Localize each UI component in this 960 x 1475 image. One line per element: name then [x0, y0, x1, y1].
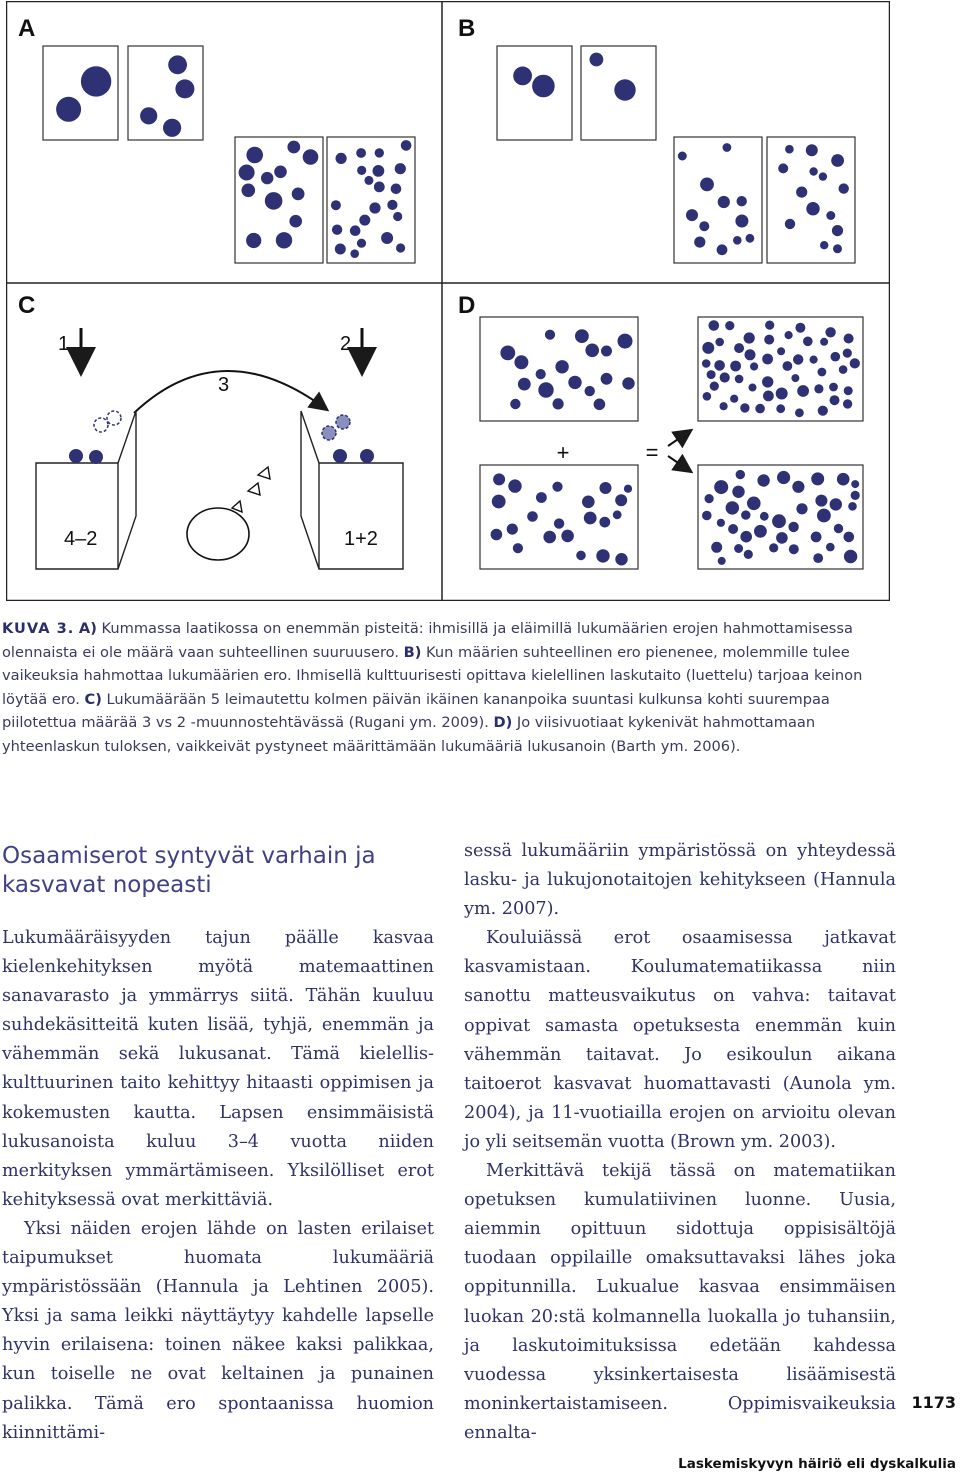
moving-dot-outline [107, 411, 121, 425]
dot [792, 481, 804, 493]
dot [820, 241, 828, 249]
dot [764, 335, 774, 345]
dot [730, 395, 738, 403]
chick-step [248, 483, 260, 495]
dot [720, 372, 730, 382]
dot [834, 524, 843, 533]
dot [333, 449, 347, 463]
dot [303, 149, 319, 165]
dot [726, 501, 739, 514]
step-label-2: 2 [340, 333, 352, 355]
dot [795, 323, 805, 333]
dot [536, 369, 546, 379]
dot [395, 163, 406, 174]
dot [710, 382, 719, 391]
dot [844, 550, 857, 563]
dot [510, 399, 520, 409]
dot [797, 385, 809, 397]
dot [832, 225, 843, 236]
dot [700, 178, 714, 192]
step-label-1: 1 [58, 333, 70, 355]
dot [707, 370, 716, 379]
dot [702, 511, 712, 521]
dot [717, 519, 725, 527]
dot [552, 482, 562, 492]
dot [749, 384, 757, 392]
dot [819, 172, 827, 180]
dot [718, 196, 730, 208]
dot-group [239, 141, 319, 249]
dot [850, 358, 860, 368]
dot [594, 399, 606, 411]
dot-group [778, 144, 849, 253]
dot [364, 176, 373, 185]
dot [393, 212, 402, 221]
dot [600, 482, 612, 494]
paragraph: Merkittävä tekijä tässä on matematiikan opetuksen kumulatiivinen luonne. Uusia, aiemmin opittuun sidottuja oppisisältöjä tuodaan oppilaille omaksuttavaksi lähes joka oppitunnilla. Lukualue kasvaa ensimmäisen luokan 20:stä kolmannella luokalla jo tuhansiin, ja laskutoimituksissa edetään kahdessa vuodessa yksinkertaisesta lisäämisestä moninkertaistamiseen. Oppimisvaikeuksia ennalta- [464, 1161, 896, 1443]
dot [336, 153, 347, 164]
dot [615, 494, 627, 506]
page-number: 1173 [911, 1393, 956, 1412]
dot [331, 200, 341, 210]
dot [265, 192, 283, 210]
dot [783, 361, 793, 371]
dot [359, 215, 370, 226]
dot [622, 377, 634, 389]
dot [705, 494, 714, 503]
caption-text-c: Lukumäärään 5 leimautettu kolmen päivän ikäinen kananpoika suuntasi kulkunsa kohti suurempaa piilotettua määrää 3 vs 2 -muunnostehtävässä (Rugani ym. 2009). [2, 690, 830, 732]
dot [776, 388, 788, 400]
dot [613, 510, 622, 519]
dot [831, 154, 844, 167]
dot [851, 491, 860, 500]
dot [500, 346, 515, 361]
box-label-right: 1+2 [344, 528, 378, 550]
dot [599, 517, 610, 528]
caption-text-d: Jo viisivuotiaat kykenivät hahmottamaan yhteenlaskun tuloksen, vaikkeivät pystyneet määrittämään lukumääriä lukusanoin (Barth ym. 2006). [2, 714, 816, 755]
dot [375, 148, 384, 157]
caption-key-d: D) [493, 714, 513, 732]
dot [350, 225, 361, 236]
step-label-3: 3 [218, 374, 230, 396]
dot [826, 211, 835, 220]
dot [717, 244, 728, 255]
dot [538, 382, 553, 397]
dot [69, 449, 83, 463]
dot [830, 498, 842, 510]
moving-dot-outline [94, 418, 108, 432]
panel-label-a: A [18, 15, 36, 42]
dot [508, 479, 521, 492]
dot [736, 470, 745, 479]
dot [788, 522, 798, 532]
dot [744, 332, 755, 343]
dot [332, 225, 342, 235]
dot [757, 474, 769, 486]
dot [793, 354, 803, 364]
dot-group [590, 53, 636, 101]
caption-label: KUVA 3. [2, 620, 75, 637]
panel-d [480, 317, 863, 569]
dot [246, 233, 261, 248]
dot [615, 553, 627, 565]
dot [686, 209, 698, 221]
dot [601, 346, 612, 357]
dot [762, 354, 773, 365]
choice-arrow-down [668, 456, 690, 471]
dot [714, 360, 725, 371]
dot [839, 365, 848, 374]
dot [747, 497, 761, 511]
dot [818, 406, 828, 416]
dot [763, 391, 774, 402]
dot [350, 249, 359, 258]
dot [754, 525, 767, 538]
dot [242, 184, 256, 198]
panel-c [36, 328, 403, 569]
dot-group [702, 470, 860, 565]
dot [554, 518, 564, 528]
dot-group [331, 140, 412, 258]
dot [711, 542, 722, 553]
dot [741, 510, 750, 519]
dot [843, 349, 852, 358]
dot [789, 544, 799, 554]
dot [163, 119, 181, 137]
dot [292, 188, 305, 201]
dot [772, 514, 786, 528]
dot [624, 485, 632, 493]
dot [844, 532, 855, 543]
dot [536, 492, 547, 503]
dot [745, 349, 756, 360]
dot-group [678, 143, 755, 255]
figure-panels [6, 1, 890, 601]
dot [720, 402, 728, 410]
dot [274, 166, 287, 179]
choice-arrow-up [668, 431, 690, 446]
dot [776, 532, 788, 544]
dot [381, 232, 393, 244]
plus-sign: + [556, 440, 570, 465]
dot [543, 531, 556, 544]
dot [839, 183, 849, 193]
dot [585, 344, 599, 358]
chick-body [187, 508, 249, 560]
dot [848, 502, 857, 511]
box-label-left: 4–2 [64, 528, 98, 550]
dot [553, 398, 564, 409]
dot [813, 553, 823, 563]
dot [513, 543, 523, 553]
dot [765, 321, 774, 330]
dot [357, 166, 366, 175]
dot [777, 347, 785, 355]
transfer-arrow [134, 371, 326, 413]
dot [545, 330, 555, 340]
dot [833, 244, 842, 253]
dot [811, 532, 822, 543]
dot [561, 530, 574, 543]
dot [89, 450, 103, 464]
dot [590, 53, 604, 67]
dot [585, 386, 595, 396]
dot [825, 327, 835, 337]
panel-a [43, 46, 415, 263]
dot [796, 187, 807, 198]
dot [391, 184, 402, 195]
dot [618, 334, 633, 349]
dot [762, 376, 773, 387]
body-column-left [2, 924, 434, 1448]
dot [755, 404, 765, 414]
dot [373, 165, 385, 177]
dot [785, 331, 793, 339]
section-heading: Osaamiserot syntyvät varhain ja kasvavat nopeasti [2, 843, 376, 898]
dot [837, 473, 850, 486]
dot [750, 362, 758, 370]
dot [246, 147, 263, 164]
chick-beak [232, 501, 242, 512]
dot [555, 360, 568, 373]
dot [844, 334, 854, 344]
dot [527, 511, 538, 522]
dot [843, 399, 852, 408]
dot [791, 374, 799, 382]
dot [732, 486, 744, 498]
dot [744, 550, 753, 559]
dot [575, 329, 589, 343]
dot [814, 384, 823, 393]
dot [714, 480, 728, 494]
dot [829, 383, 838, 392]
dot [513, 67, 532, 86]
dot-group [491, 473, 633, 565]
dot [168, 55, 187, 74]
caption-key-c: C) [84, 690, 102, 708]
dot [582, 496, 595, 509]
dot [740, 403, 749, 412]
dot [809, 167, 817, 175]
chick-step [258, 467, 270, 479]
dot [795, 408, 804, 417]
dot [796, 503, 807, 514]
dot [703, 392, 712, 401]
paragraph: sessä lukumääriin ympäristössä on yhteydessä lasku- ja lukujonotaitojen kehitykseen (Hannula ym. 2007). [464, 841, 896, 920]
dot [803, 337, 813, 347]
dot [733, 236, 742, 245]
dot [276, 232, 292, 248]
dot [777, 471, 790, 484]
dot [614, 79, 635, 100]
dot-group [56, 66, 111, 122]
dot [140, 107, 157, 124]
dot [746, 234, 755, 243]
dot [287, 141, 300, 154]
dot [702, 342, 714, 354]
dot [817, 509, 831, 523]
dot [401, 140, 412, 151]
dot-group [500, 329, 634, 410]
dot [532, 75, 555, 98]
dot [806, 144, 818, 156]
dot [374, 182, 385, 193]
dot [715, 338, 724, 347]
dot [387, 200, 397, 210]
caption-text-b: Kun määrien suhteellinen ero pienenee, molemmille tulee vaikeuksia hahmottaa lukumäärien ero. Ihmisellä kulttuurisesti opittava kielellinen laskutaito (luettelu) tarjoaa keinon löytää ero. [2, 643, 863, 708]
panel-label-c: C [18, 292, 36, 319]
dot [776, 404, 785, 413]
dot [718, 557, 726, 565]
dot-group [702, 320, 860, 417]
dot [778, 163, 788, 173]
dot-box [674, 137, 762, 263]
paragraph: Yksi näiden erojen lähde on lasten erilaiset taipumukset huomata lukumääriä ympäristössään (Hannula ja Lehtinen 2005). Yksi ja sama leikki näyttäytyy kahdelle lapselle hyvin erilaisena: toinen näkee kaksi palikkaa, kun toiselle ne ovat keltainen ja punainen palikka. Tämä ero spontaanissa huomion kiinnittämi- [2, 1218, 434, 1443]
dot [369, 202, 380, 213]
panel-label-b: B [458, 15, 476, 42]
dot-box [497, 46, 572, 140]
dot [830, 395, 840, 405]
dot [239, 165, 255, 181]
dot [289, 215, 302, 228]
caption-text-a: Kummassa laatikossa on enemmän pisteitä: ihmisillä ja eläimillä lukumäärien erojen hahmottamisessa olennaista ei ole määrä vaan suhteellinen suuruusero. [2, 620, 853, 661]
dot [735, 215, 748, 228]
dot [702, 359, 711, 368]
dot [734, 544, 743, 553]
dot [811, 472, 824, 485]
dot [723, 143, 732, 152]
dot [396, 243, 405, 252]
panel-label-d: D [458, 292, 476, 319]
body-column-right [464, 837, 896, 1448]
dot-group [513, 67, 555, 98]
dot [514, 355, 528, 369]
dot [851, 480, 859, 488]
dot [81, 66, 111, 96]
dot [56, 97, 81, 122]
figure-frame [7, 2, 890, 601]
dot [810, 356, 818, 364]
dot [728, 524, 738, 534]
dot [678, 152, 687, 161]
paragraph: Lukumääräisyyden tajun päälle kasvaa kielenkehityksen myötä matemaattinen sanavarasto ja ymmärrys siitä. Tähän kuuluu suhdekäsitteitä kuten lisää, tyhjä, enemmän ja vähemmän sekä lukusanat. Tämä kielellis-kulttuurinen taito kehittyy hitaasti oppimisen ja kokemusten kautta. Lapsen ensimmäisistä lukusanoista kuluu 3–4 vuotta niiden merkityksen ymmärtämiseen. Yksilölliset erot kehityksessä ovat merkittäviä. [2, 928, 434, 1210]
dot [806, 202, 819, 215]
dot [507, 524, 518, 535]
dot [568, 376, 581, 389]
dot [785, 145, 794, 154]
figure-caption [2, 617, 898, 759]
panel-b [497, 46, 855, 263]
dot [584, 512, 597, 525]
dot [820, 338, 828, 346]
paragraph: Kouluiässä erot osaamisessa jatkavat kasvamistaan. Koulumatematiikassa niin sanottu matteusvaikutus on vahva: taitavat oppivat samasta opetuksesta enemmän kuin vähemmän taitavat. Jo esikoulun aikana taitoerot kasvavat huomattavasti (Aunola ym. 2004), ja 11-vuotiailla erojen on arvioitu olevan jo yli seitsemän vuotta (Brown ym. 2003). [464, 928, 896, 1152]
dot [844, 386, 853, 395]
equals-sign: = [645, 440, 659, 465]
moving-dot [322, 426, 336, 440]
dot [596, 549, 609, 562]
dot [826, 543, 835, 552]
dot [769, 543, 778, 552]
dot [491, 529, 503, 541]
dot [356, 148, 366, 158]
dot [815, 495, 827, 507]
caption-key-a: A) [78, 620, 97, 637]
dot [818, 368, 827, 377]
dot [335, 244, 346, 255]
dot [175, 79, 194, 98]
dot [492, 495, 506, 509]
dot [737, 196, 747, 206]
dot [357, 239, 366, 248]
dot [740, 531, 752, 543]
dot-box [43, 46, 118, 140]
dot [730, 361, 741, 372]
dot [360, 449, 374, 463]
moving-dot [336, 415, 350, 429]
dot [785, 219, 795, 229]
dot [694, 237, 705, 248]
dot [576, 551, 586, 561]
dot [725, 321, 734, 330]
dot-group [140, 55, 194, 137]
dot [735, 375, 744, 384]
dot [518, 378, 531, 391]
dot [601, 373, 613, 385]
dot [709, 320, 720, 331]
dot [493, 473, 505, 485]
dot [734, 343, 744, 353]
dot [831, 352, 841, 362]
dot [699, 221, 709, 231]
caption-key-b: B) [403, 643, 422, 661]
dot [760, 512, 769, 521]
running-footer: Laskemiskyvyn häiriö eli dyskalkulia [678, 1456, 956, 1472]
dot [261, 172, 273, 184]
